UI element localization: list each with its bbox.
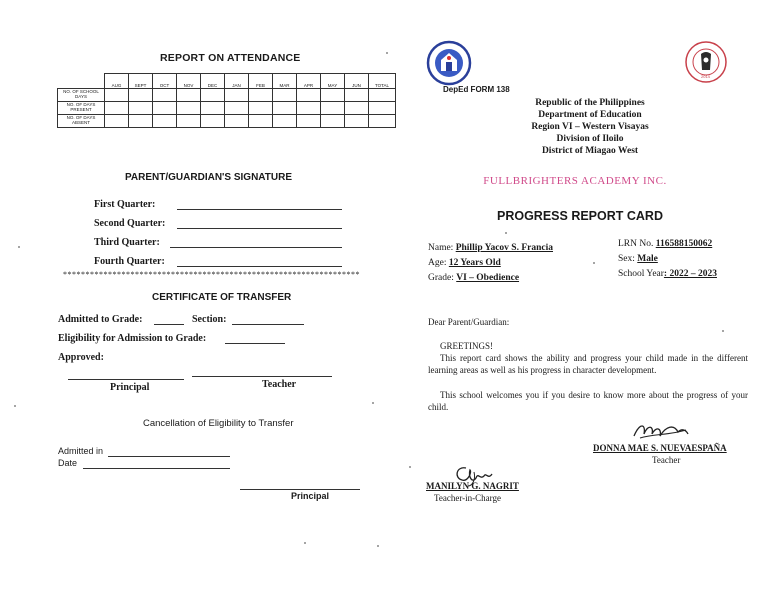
school-name: FULLBRIGHTERS ACADEMY INC. bbox=[483, 175, 667, 187]
month-header: NOV bbox=[177, 74, 201, 89]
sex-row bbox=[618, 254, 658, 264]
name-row bbox=[428, 243, 553, 253]
teacher-role: Teacher bbox=[652, 455, 681, 465]
form-number: DepEd FORM 138 bbox=[443, 85, 510, 94]
school-seal-logo bbox=[684, 40, 728, 84]
date-label: Date bbox=[58, 458, 78, 468]
row-label: NO. OF DAYS ABSENT bbox=[58, 115, 105, 128]
admitted-in-label: Admitted in bbox=[58, 446, 104, 456]
month-header: JAN bbox=[225, 74, 249, 89]
table-row bbox=[58, 115, 396, 128]
sex-label: Sex: bbox=[618, 254, 635, 264]
student-name: Phillip Yacov S. Francia bbox=[455, 243, 553, 253]
month-header: DEC bbox=[201, 74, 225, 89]
student-lrn: 116588150062 bbox=[655, 239, 713, 249]
cancel-principal-label: Principal bbox=[291, 491, 330, 501]
letter-paragraph-2: This school welcomes you if you desire to know more about the progress of your child. bbox=[428, 390, 748, 412]
letter-paragraph-1: This report card shows the ability and progress your child made in the different learning areas as well as his progress in character development. bbox=[428, 353, 748, 375]
teacher-in-charge-role: Teacher-in-Charge bbox=[434, 493, 501, 503]
scan-speck bbox=[505, 232, 507, 234]
table-row bbox=[58, 102, 396, 115]
student-age: 12 Years Old bbox=[448, 258, 501, 268]
scan-speck bbox=[18, 246, 20, 248]
table-row bbox=[58, 89, 396, 102]
attendance-table bbox=[57, 73, 396, 128]
teacher-label: Teacher bbox=[262, 379, 297, 390]
quarter-label-first: First Quarter: bbox=[94, 199, 156, 210]
student-sex: Male bbox=[637, 254, 658, 264]
month-header: APR bbox=[297, 74, 321, 89]
svg-text:2014: 2014 bbox=[701, 74, 710, 79]
school-year-row bbox=[618, 269, 717, 279]
header-line-district: District of Miagao West bbox=[541, 146, 639, 156]
signature-title: PARENT/GUARDIAN'S SIGNATURE bbox=[125, 172, 293, 183]
month-header: FEB bbox=[249, 74, 273, 89]
transfer-title: CERTIFICATE OF TRANSFER bbox=[152, 292, 292, 303]
greeting: GREETINGS! bbox=[440, 341, 493, 351]
attendance-header-row bbox=[58, 74, 396, 89]
month-header: MAY bbox=[321, 74, 345, 89]
scan-speck bbox=[593, 262, 595, 264]
quarter-label-second: Second Quarter: bbox=[94, 218, 166, 229]
teacher-signature-image bbox=[630, 418, 692, 444]
school-year: : 2022 – 2023 bbox=[663, 269, 717, 279]
scan-speck bbox=[409, 466, 411, 468]
admitted-in-line bbox=[108, 455, 230, 457]
admitted-grade-label: Admitted to Grade: bbox=[58, 314, 143, 325]
quarter-label-third: Third Quarter: bbox=[94, 237, 160, 248]
age-row bbox=[428, 258, 501, 268]
header-line-department: Department of Education bbox=[538, 110, 642, 120]
name-label: Name: bbox=[428, 243, 454, 253]
salutation: Dear Parent/Guardian: bbox=[428, 317, 510, 327]
month-header: AUG bbox=[105, 74, 129, 89]
header-line-division: Division of Iloilo bbox=[556, 134, 624, 144]
month-header: SEPT bbox=[129, 74, 153, 89]
scan-speck bbox=[304, 542, 306, 544]
cancel-principal-line bbox=[240, 488, 360, 490]
attendance-corner-cell bbox=[58, 74, 105, 89]
student-grade: VI – Obedience bbox=[456, 273, 520, 283]
school-year-label: School Year bbox=[618, 269, 664, 279]
month-header: MAR bbox=[273, 74, 297, 89]
eligibility-line bbox=[225, 342, 285, 344]
approved-label: Approved: bbox=[58, 352, 104, 363]
section-line bbox=[232, 323, 304, 325]
month-header: JUN bbox=[345, 74, 369, 89]
principal-signature-line bbox=[68, 378, 184, 380]
scan-speck bbox=[377, 545, 379, 547]
scan-speck bbox=[722, 330, 724, 332]
section-label: Section: bbox=[192, 314, 227, 325]
header-line-region: Region VI – Western Visayas bbox=[531, 122, 649, 132]
deped-seal-logo bbox=[426, 40, 472, 86]
signature-line bbox=[177, 227, 342, 229]
cancellation-title: Cancellation of Eligibility to Transfer bbox=[143, 418, 294, 429]
date-line bbox=[83, 467, 230, 469]
total-header: TOTAL bbox=[369, 74, 396, 89]
month-header: OCT bbox=[153, 74, 177, 89]
star-separator: ****************************************************************** bbox=[63, 270, 360, 279]
scan-speck bbox=[372, 402, 374, 404]
header-line-republic: Republic of the Philippines bbox=[535, 98, 645, 108]
report-card-title: PROGRESS REPORT CARD bbox=[497, 209, 663, 223]
eligibility-label: Eligibility for Admission to Grade: bbox=[58, 333, 207, 344]
age-label: Age: bbox=[428, 258, 447, 268]
teacher-signature-line bbox=[192, 375, 332, 377]
signature-line bbox=[177, 265, 342, 267]
row-label: NO. OF DAYS PRESENT bbox=[58, 102, 105, 115]
admitted-grade-line bbox=[154, 323, 184, 325]
teacher-name: DONNA MAE S. NUEVAESPAÑA bbox=[593, 443, 727, 453]
signature-line bbox=[170, 246, 342, 248]
attendance-title: REPORT ON ATTENDANCE bbox=[160, 52, 301, 64]
lrn-row bbox=[618, 239, 712, 249]
lrn-label: LRN No. bbox=[618, 239, 654, 249]
scan-speck bbox=[386, 52, 388, 54]
grade-label: Grade: bbox=[428, 273, 454, 283]
teacher-in-charge-name: MANILYN G. NAGRIT bbox=[426, 481, 519, 491]
row-label: NO. OF SCHOOL DAYS bbox=[58, 89, 105, 102]
quarter-label-fourth: Fourth Quarter: bbox=[94, 256, 165, 267]
scan-speck bbox=[14, 405, 16, 407]
principal-label: Principal bbox=[110, 382, 150, 393]
signature-line bbox=[177, 208, 342, 210]
grade-row bbox=[428, 273, 519, 283]
